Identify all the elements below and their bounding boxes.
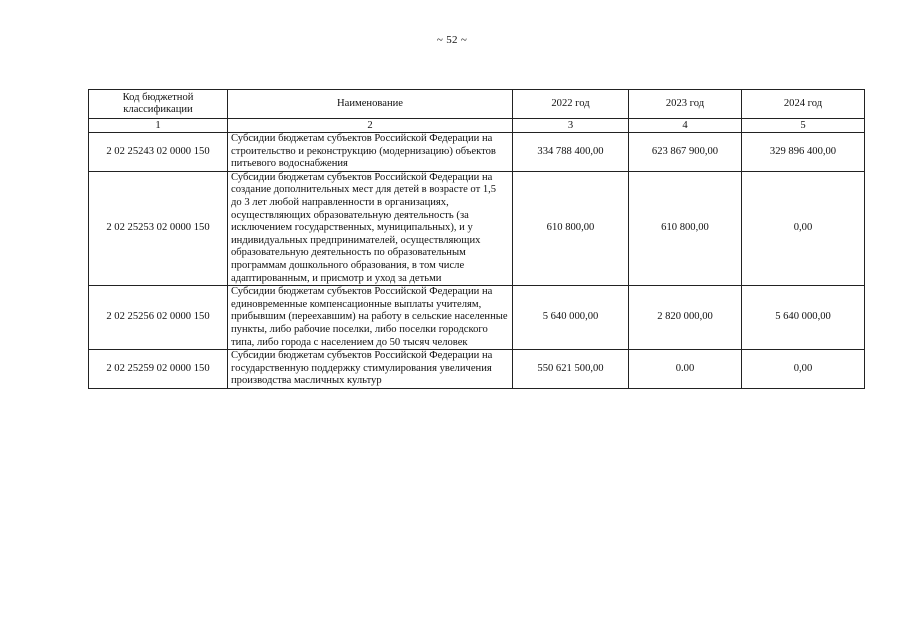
row-value-2022: 550 621 500,00	[513, 350, 629, 389]
page-number: ~ 52 ~	[436, 34, 468, 46]
table-row	[89, 350, 865, 389]
row-code: 2 02 25253 02 0000 150	[89, 171, 228, 285]
table-row	[89, 133, 865, 172]
column-number-row	[89, 119, 865, 133]
header-code: Код бюджетной классификации	[89, 90, 228, 119]
row-value-2022: 610 800,00	[513, 171, 629, 285]
table-row	[89, 286, 865, 350]
column-number: 1	[89, 119, 228, 133]
row-value-2022: 5 640 000,00	[513, 286, 629, 350]
row-value-2023: 0.00	[629, 350, 742, 389]
row-name: Субсидии бюджетам субъектов Российской Федерации на государственную поддержку стимулирования увеличения производства масличных культур	[228, 350, 513, 389]
row-value-2024: 0,00	[742, 171, 865, 285]
row-value-2023: 623 867 900,00	[629, 133, 742, 172]
row-value-2024: 5 640 000,00	[742, 286, 865, 350]
row-value-2024: 0,00	[742, 350, 865, 389]
column-number: 5	[742, 119, 865, 133]
header-2022: 2022 год	[513, 90, 629, 119]
row-value-2024: 329 896 400,00	[742, 133, 865, 172]
header-2024: 2024 год	[742, 90, 865, 119]
header-row	[89, 90, 865, 119]
row-value-2022: 334 788 400,00	[513, 133, 629, 172]
table-row	[89, 171, 865, 285]
row-code: 2 02 25243 02 0000 150	[89, 133, 228, 172]
column-number: 4	[629, 119, 742, 133]
header-2023: 2023 год	[629, 90, 742, 119]
header-name: Наименование	[228, 90, 513, 119]
row-name: Субсидии бюджетам субъектов Российской Федерации на строительство и реконструкцию (модернизацию) объектов питьевого водоснабжения	[228, 133, 513, 172]
budget-table	[88, 89, 865, 389]
row-name: Субсидии бюджетам субъектов Российской Федерации на создание дополнительных мест для детей в возрасте от 1,5 до 3 лет любой направленности в организациях, осуществляющих образовательную деятельность (за исключением государственных, муниципальных), и у индивидуальных предпринимателей, осуществляющих образовательную деятельность по образовательным программам дошкольного образования, в том числе адаптированным, и присмотр и уход за детьми	[228, 171, 513, 285]
row-code: 2 02 25259 02 0000 150	[89, 350, 228, 389]
row-value-2023: 610 800,00	[629, 171, 742, 285]
row-value-2023: 2 820 000,00	[629, 286, 742, 350]
column-number: 2	[228, 119, 513, 133]
row-code: 2 02 25256 02 0000 150	[89, 286, 228, 350]
row-name: Субсидии бюджетам субъектов Российской Федерации на единовременные компенсационные выплаты учителям, прибывшим (переехавшим) на работу в сельские населенные пункты, либо рабочие поселки, либо поселки городского типа, либо города с населением до 50 тысяч человек	[228, 286, 513, 350]
column-number: 3	[513, 119, 629, 133]
